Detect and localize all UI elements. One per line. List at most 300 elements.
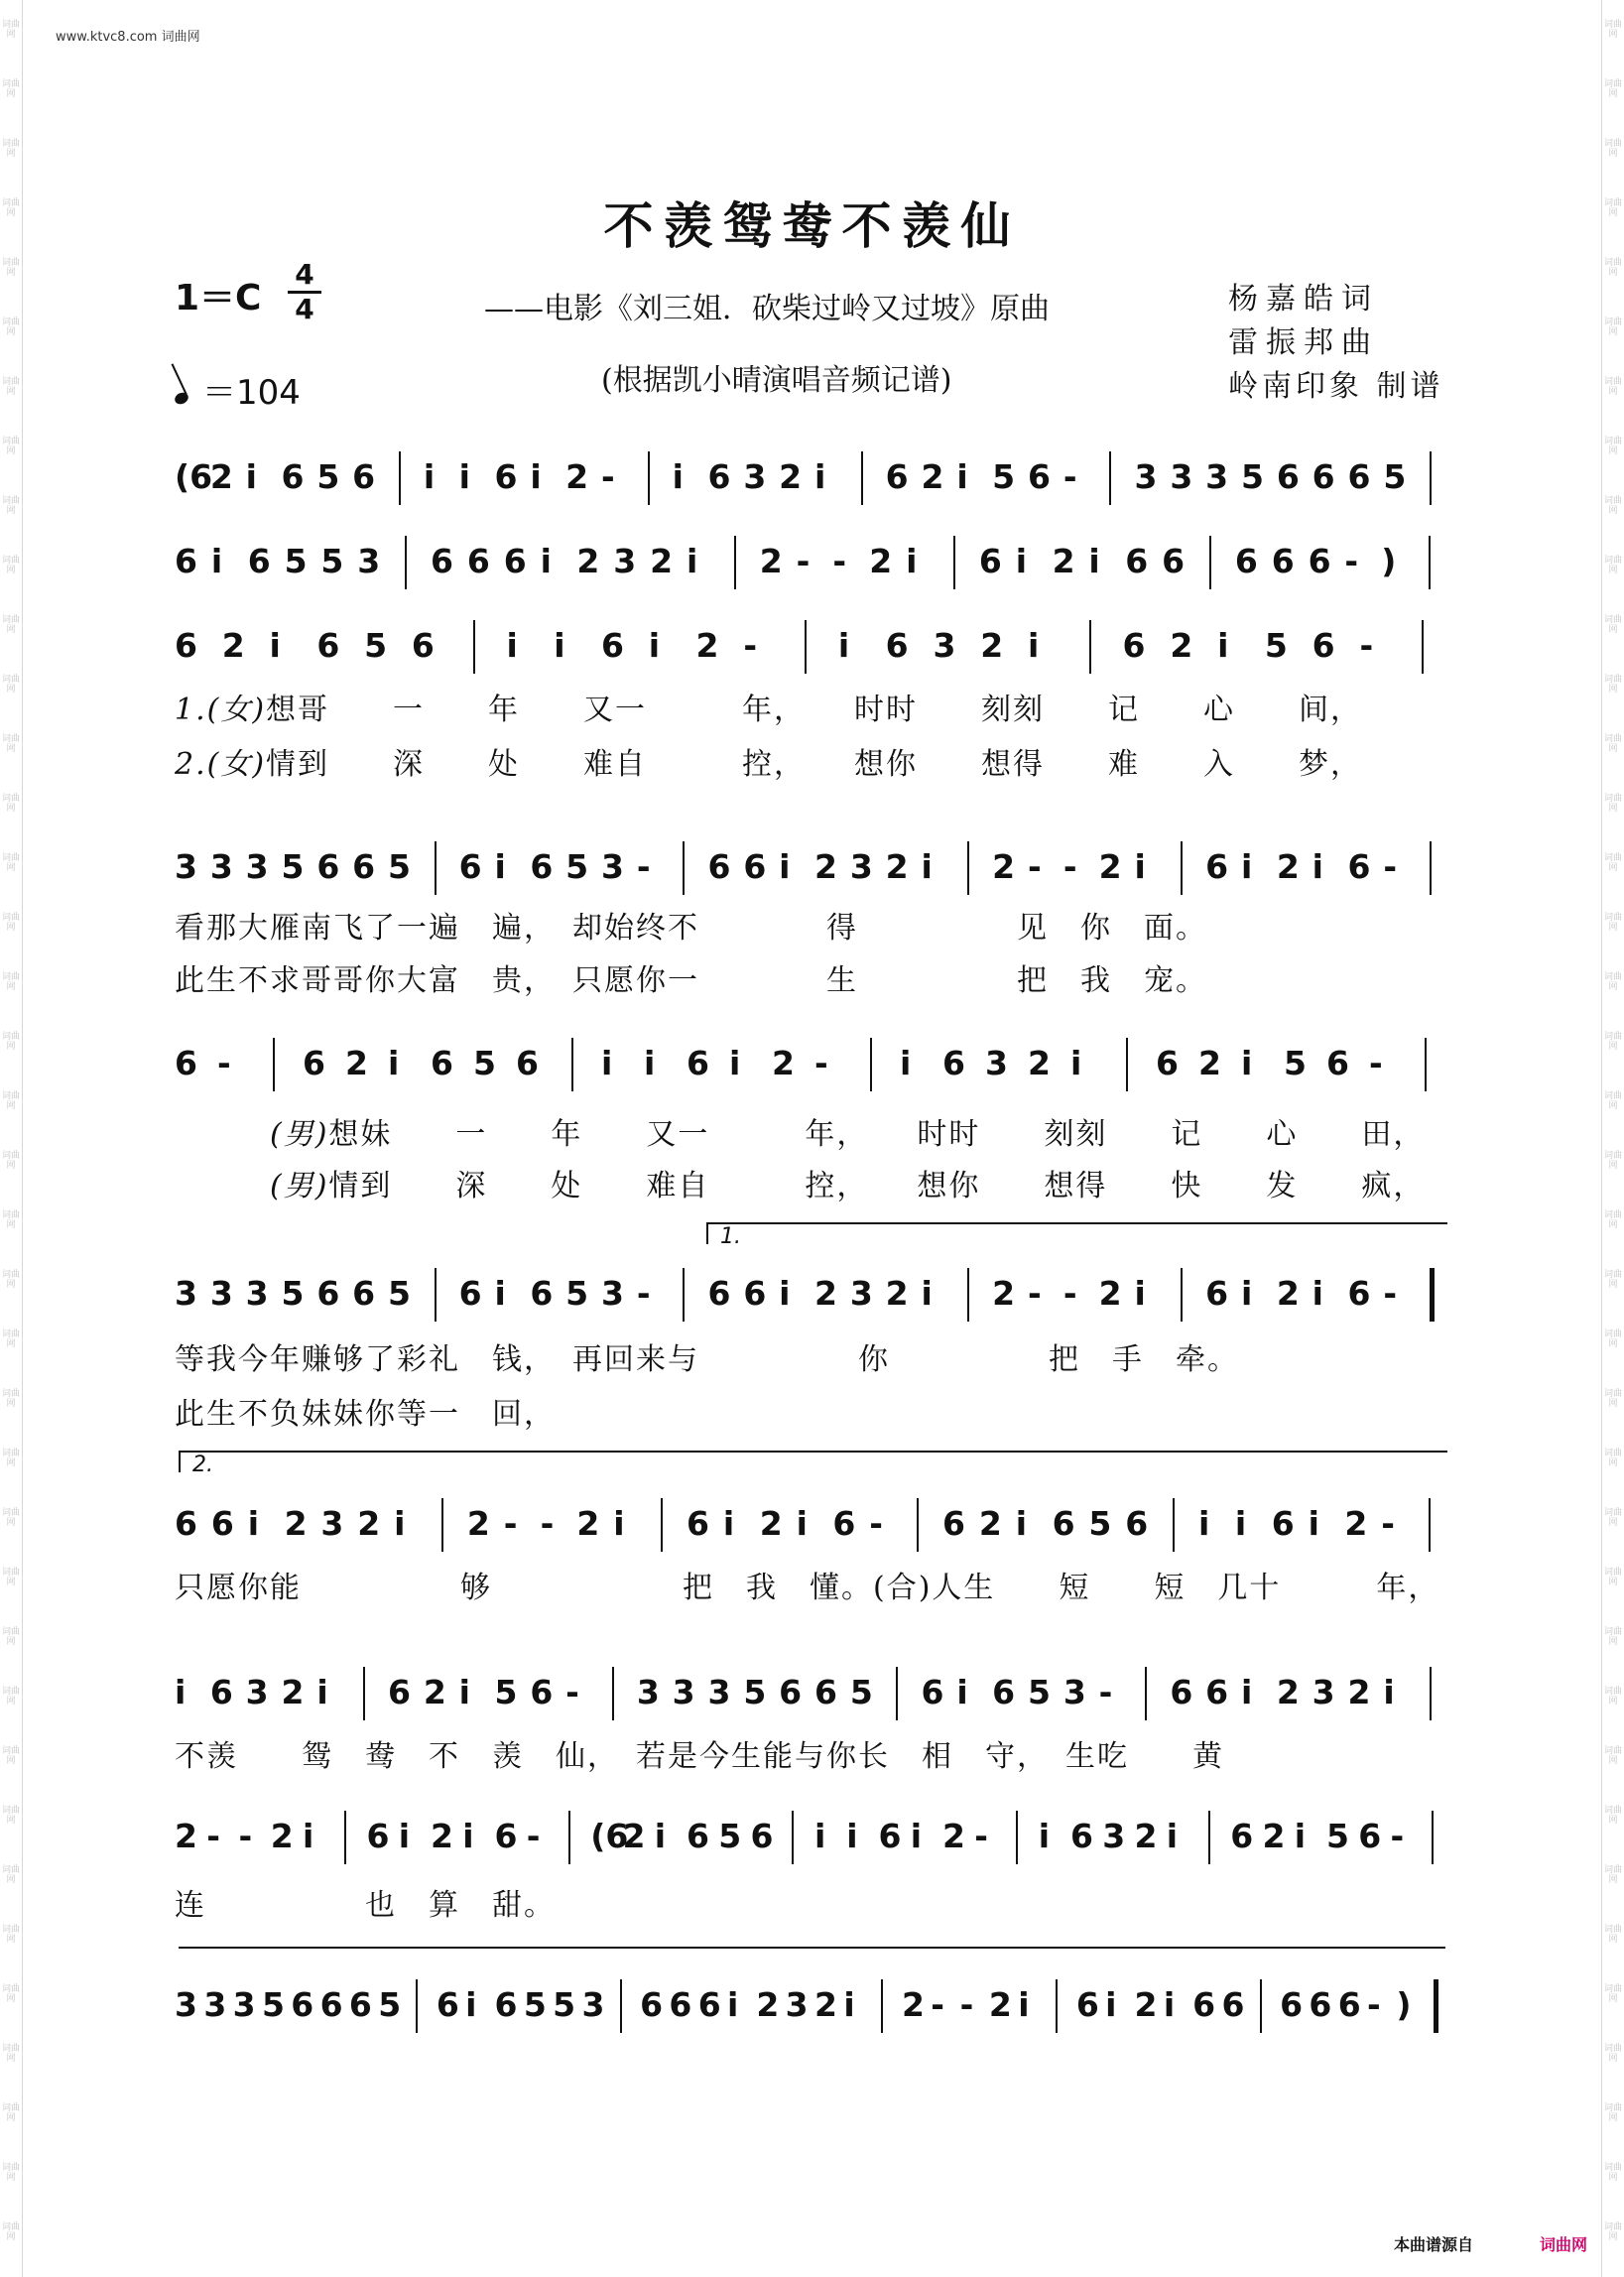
transcriber: 岭南印象 制谱 (1228, 369, 1444, 404)
note: 6 (1075, 1985, 1099, 2024)
sidebar-watermark: 词曲网 (1603, 794, 1622, 814)
note: 6 (707, 457, 731, 496)
key-signature: 1＝C (175, 278, 262, 318)
sidebar-watermark: 词曲网 (1, 1449, 20, 1468)
note: 6 (352, 457, 376, 496)
note: 6 (1125, 1504, 1149, 1543)
note: 2 (284, 1504, 308, 1543)
note: i (1134, 1274, 1146, 1313)
source-note: (根据凯小晴演唱音频记谱) (601, 363, 952, 398)
note: 2 (1170, 626, 1193, 665)
note: 5 (281, 847, 305, 886)
barline (1145, 1667, 1147, 1720)
note: - (1098, 1673, 1113, 1711)
barline (1429, 1498, 1431, 1552)
note: - (601, 457, 615, 496)
note: 2 (992, 847, 1016, 886)
note: 6 (530, 1673, 554, 1711)
note: 6 (942, 1044, 965, 1082)
note: 2 (576, 542, 600, 580)
note: 2 (345, 1044, 368, 1082)
note: 6 (707, 1274, 731, 1313)
note: 2 (1276, 1673, 1300, 1711)
barline (1016, 1811, 1018, 1864)
note: 3 (357, 542, 381, 580)
time-signature (288, 260, 321, 324)
sidebar-watermark: 词曲网 (1, 437, 20, 456)
note: 2 (901, 1985, 925, 2024)
barline (435, 841, 437, 895)
sidebar-watermark: 词曲网 (1, 1151, 20, 1171)
note: - (814, 1044, 828, 1082)
note: 6 (978, 542, 1002, 580)
note: 2 (980, 626, 1004, 665)
note: i (1308, 1504, 1319, 1543)
note: 5 (1264, 626, 1288, 665)
note: 3 (245, 847, 269, 886)
note: - (743, 626, 758, 665)
sidebar-watermark: 词曲网 (1603, 496, 1622, 516)
note: i (494, 847, 506, 886)
note: 5 (992, 457, 1016, 496)
note: 3 (985, 1044, 1008, 1082)
sidebar-watermark: 词曲网 (1, 1032, 20, 1052)
note: - (1028, 847, 1042, 886)
lyric-text: 想哥 一 年 又一 年， 时时 刻刻 记 心 间， (266, 693, 1363, 727)
sidebar-watermark: 词曲网 (1603, 2044, 1622, 2064)
note: 5 (284, 542, 308, 580)
note: 6 (779, 1673, 803, 1711)
barline (1430, 841, 1432, 895)
note: 6 (1276, 457, 1300, 496)
sidebar-watermark: 词曲网 (1603, 2222, 1622, 2242)
note: - (974, 1817, 988, 1855)
note: 3 (707, 1673, 731, 1711)
barline (1181, 1268, 1183, 1322)
note: 6 (175, 542, 197, 580)
score-row (175, 536, 1454, 595)
note: i (458, 1673, 470, 1711)
note: - (238, 1817, 253, 1855)
note: 6 (1280, 1985, 1304, 2024)
sidebar-watermark: 词曲网 (1603, 139, 1622, 159)
sidebar-watermark: 词曲网 (1603, 2103, 1622, 2123)
note: 6 (1162, 542, 1186, 580)
note: 6 (1358, 1817, 1382, 1855)
lyric-prefix: (男) (175, 1169, 329, 1203)
sidebar-watermark: 词曲网 (1, 2222, 20, 2242)
note: 6 (503, 542, 527, 580)
lyric-text: 等我今年赚够了彩礼 钱， 再回来与 你 把 手 牵。 (175, 1342, 1239, 1377)
note: i (796, 1504, 808, 1543)
note: 6 (1312, 626, 1335, 665)
sidebar-watermark: 词曲网 (1603, 317, 1622, 337)
note: 5 (1326, 1817, 1349, 1855)
sidebar-watermark: 词曲网 (1603, 1984, 1622, 2004)
sidebar-watermark: 词曲网 (1603, 675, 1622, 695)
note: 3 (203, 1985, 227, 2024)
sidebar-watermark: 词曲网 (1, 198, 20, 218)
sidebar-watermark: 词曲网 (1603, 972, 1622, 992)
note: - (931, 1985, 944, 2024)
note: - (1359, 626, 1374, 665)
note: 6 (175, 1044, 197, 1082)
note: i (1383, 1673, 1395, 1711)
sidebar-watermark: 词曲网 (1, 1865, 20, 1885)
note: 6 (388, 1673, 411, 1711)
note: 3 (849, 1274, 873, 1313)
note: 2 (1262, 1817, 1286, 1855)
sidebar-watermark: 词曲网 (1, 1806, 20, 1826)
note: 6 (1234, 542, 1258, 580)
note: 6 (878, 1817, 902, 1855)
note: 3 (245, 1274, 269, 1313)
note: 6 (1337, 1985, 1361, 2024)
note: 2 (1134, 1817, 1158, 1855)
note: i (462, 1817, 474, 1855)
sidebar-watermark: 词曲网 (1, 675, 20, 695)
note: 2 (921, 457, 944, 496)
note: 6 (458, 847, 482, 886)
note: 6 (209, 1673, 233, 1711)
note: 2 (759, 1504, 783, 1543)
note: - (832, 542, 847, 580)
note: 5 (1383, 457, 1407, 496)
note: i (1028, 626, 1040, 665)
note: 6 (687, 1817, 709, 1855)
sidebar-watermark: 词曲网 (1603, 913, 1622, 933)
note: - (1344, 542, 1359, 580)
sidebar-watermark: 词曲网 (1, 2103, 20, 2123)
lyric-line (175, 739, 1362, 783)
note: i (779, 847, 791, 886)
note: 3 (933, 626, 956, 665)
note: 6 (942, 1504, 965, 1543)
note: i (175, 1673, 187, 1711)
note: i (837, 626, 850, 665)
lyric-line (175, 1334, 1239, 1378)
barline (441, 1498, 443, 1552)
score-row (175, 1811, 1454, 1870)
lyric-prefix: 1.(女) (175, 693, 267, 727)
note: 2 (175, 1817, 197, 1855)
sidebar-watermark: 词曲网 (1, 1329, 20, 1349)
note: 6 (1309, 1985, 1332, 2024)
note: (6 (175, 457, 213, 496)
lyric-line (175, 1161, 1425, 1204)
note: - (796, 542, 811, 580)
note: 2 (1098, 1274, 1122, 1313)
lyric-line (175, 903, 1207, 947)
note: i (921, 847, 933, 886)
sidebar-watermark: 词曲网 (1, 1984, 20, 2004)
barline (648, 451, 650, 505)
sidebar-watermark: 词曲网 (1603, 20, 1622, 40)
note: 3 (1170, 457, 1193, 496)
barline (405, 536, 407, 589)
note: - (869, 1504, 883, 1543)
sidebar-watermark: 词曲网 (1, 20, 20, 40)
note: 6 (281, 457, 305, 496)
note: i (956, 457, 968, 496)
note: i (1163, 1985, 1176, 2024)
note: - (1383, 1274, 1398, 1313)
note: - (1062, 1274, 1077, 1313)
note: 3 (209, 847, 233, 886)
sidebar-watermark: 词曲网 (1, 1627, 20, 1647)
note: 6 (494, 1817, 518, 1855)
note: 6 (707, 847, 731, 886)
sidebar-watermark: 词曲网 (1, 1746, 20, 1766)
left-margin-strip (0, 0, 23, 2277)
note: i (1312, 847, 1323, 886)
note: 6 (175, 1504, 197, 1543)
sidebar-watermark: 词曲网 (1603, 1032, 1622, 1052)
sidebar-watermark: 词曲网 (1, 853, 20, 873)
note: 2 (209, 457, 233, 496)
note: i (554, 626, 565, 665)
footer-site[interactable]: 词曲网 (1540, 2235, 1588, 2254)
note: 2 (1276, 847, 1300, 886)
sidebar-watermark: 词曲网 (1603, 1746, 1622, 1766)
note: 6 (885, 626, 909, 665)
note: i (648, 626, 661, 665)
sidebar-watermark: 词曲网 (1603, 1270, 1622, 1290)
sidebar-watermark: 词曲网 (1, 139, 20, 159)
note: 6 (1326, 1044, 1349, 1082)
note: 2 (622, 1817, 646, 1855)
sidebar-watermark: 词曲网 (1603, 198, 1622, 218)
lyric-text: 想妹 一 年 又一 年， 时时 刻刻 记 心 田， (328, 1117, 1426, 1152)
note: - (636, 1274, 651, 1313)
note: 2 (772, 1044, 795, 1082)
lyric-text: 此生不求哥哥你大富 贵， 只愿你一 生 把 我 宠。 (175, 963, 1207, 998)
note: - (959, 1985, 974, 2024)
note: 2 (978, 1504, 1002, 1543)
note: 3 (245, 1673, 269, 1711)
note: 3 (743, 457, 767, 496)
note: 2 (1347, 1673, 1371, 1711)
note: 5 (281, 1274, 305, 1313)
site-url[interactable]: www.ktvc8.com 词曲网 (56, 30, 200, 45)
note: 3 (1205, 457, 1229, 496)
barline (870, 1038, 872, 1091)
sidebar-watermark: 词曲网 (1603, 79, 1622, 99)
note: 2 (357, 1504, 381, 1543)
sidebar-watermark: 词曲网 (1, 2044, 20, 2064)
sidebar-watermark: 词曲网 (1603, 734, 1622, 754)
barline (1432, 1811, 1434, 1864)
sidebar-watermark: 词曲网 (1603, 1568, 1622, 1587)
barline (1430, 1268, 1435, 1322)
sidebar-watermark: 词曲网 (1, 79, 20, 99)
note: 6 (319, 1985, 343, 2024)
barline (473, 620, 475, 674)
note: ) (1396, 1985, 1412, 2024)
note: i (644, 1044, 656, 1082)
sidebar-watermark: 词曲网 (1, 377, 20, 397)
note: - (526, 1817, 541, 1855)
lyric-prefix: (男) (175, 1117, 329, 1152)
note: 5 (316, 457, 340, 496)
lyric-line (175, 955, 1207, 999)
sidebar-watermark: 词曲网 (1603, 1329, 1622, 1349)
time-bottom: 4 (295, 293, 314, 325)
note: i (956, 1673, 968, 1711)
barline (734, 536, 736, 589)
note: 6 (1347, 457, 1371, 496)
barline (571, 1038, 573, 1091)
note: i (727, 1985, 739, 2024)
barline (967, 1268, 969, 1322)
note: i (1105, 1985, 1117, 2024)
note: 5 (849, 1673, 873, 1711)
barline (620, 1979, 622, 2033)
note: 6 (1230, 1817, 1254, 1855)
barline (1430, 451, 1432, 505)
note: 6 (352, 847, 376, 886)
lyric-line (175, 1731, 1224, 1775)
sidebar-watermark: 词曲网 (1, 556, 20, 575)
note: 5 (1088, 1504, 1112, 1543)
note: 6 (348, 1985, 372, 2024)
note: - (1369, 1044, 1383, 1082)
barline (1126, 1038, 1128, 1091)
sidebar-watermark: 词曲网 (1603, 1627, 1622, 1647)
note: 6 (1192, 1985, 1216, 2024)
note: - (217, 1044, 231, 1082)
note: 6 (669, 1985, 692, 2024)
barline (1434, 1979, 1438, 2033)
note: - (1381, 1504, 1395, 1543)
note: i (910, 1817, 923, 1855)
note: i (316, 1673, 328, 1711)
note: 6 (316, 626, 340, 665)
sidebar-watermark: 词曲网 (1, 1508, 20, 1528)
note: 6 (291, 1985, 314, 2024)
note: 6 (640, 1985, 664, 2024)
note: i (843, 1985, 855, 2024)
note: 6 (1070, 1817, 1093, 1855)
note: 6 (366, 1817, 390, 1855)
note: i (494, 1274, 506, 1313)
score-row (175, 1268, 1454, 1328)
sidebar-watermark: 词曲网 (1603, 615, 1622, 635)
note: 5 (388, 847, 411, 886)
note: i (1241, 847, 1253, 886)
note: i (394, 1504, 406, 1543)
footer-source: 本曲谱源自 (1394, 2235, 1474, 2254)
note: 3 (636, 1673, 660, 1711)
barline (1109, 451, 1111, 505)
note: 6 (1221, 1985, 1245, 2024)
note: 6 (494, 457, 518, 496)
note: 3 (581, 1985, 605, 2024)
note: 5 (261, 1985, 285, 2024)
barline (683, 841, 685, 895)
note: - (1062, 457, 1077, 496)
note: i (458, 457, 470, 496)
note: 2 (1098, 847, 1122, 886)
note: 2 (1198, 1044, 1221, 1082)
note: 6 (1205, 847, 1229, 886)
barline (661, 1498, 663, 1552)
sidebar-watermark: 词曲网 (1, 2163, 20, 2183)
barline (917, 1498, 919, 1552)
note: 2 (869, 542, 893, 580)
lyric-line (175, 1563, 1439, 1606)
note: - (565, 1673, 579, 1711)
note: i (1088, 542, 1100, 580)
sidebar-watermark: 词曲网 (1, 1270, 20, 1290)
lyric-line (175, 1880, 556, 1924)
note: 6 (431, 1044, 453, 1082)
note: 3 (1134, 457, 1158, 496)
score-row (175, 841, 1454, 901)
note: i (210, 542, 223, 580)
note: 5 (523, 1985, 547, 2024)
note: 2 (814, 1274, 837, 1313)
sidebar-watermark: 词曲网 (1603, 1449, 1622, 1468)
note: 3 (601, 1274, 624, 1313)
note: 6 (814, 1673, 837, 1711)
note: 5 (553, 1985, 576, 2024)
note: 6 (1170, 1673, 1193, 1711)
note: 6 (247, 542, 271, 580)
note: 6 (175, 626, 197, 665)
note: i (398, 1817, 411, 1855)
barline (805, 620, 807, 674)
sidebar-watermark: 词曲网 (1603, 1151, 1622, 1171)
note: i (613, 1504, 625, 1543)
note: i (687, 542, 698, 580)
note: i (729, 1044, 741, 1082)
note: 5 (388, 1274, 411, 1313)
barline (881, 1979, 883, 2033)
note: 2 (565, 457, 589, 496)
note: - (1367, 1985, 1381, 2024)
tempo-mark (175, 365, 301, 414)
note: 2 (759, 542, 783, 580)
barline (1173, 1498, 1175, 1552)
score-row (175, 1498, 1454, 1558)
sidebar-watermark: 词曲网 (1, 615, 20, 635)
sidebar-watermark: 词曲网 (1603, 1210, 1622, 1230)
score-row (175, 1038, 1454, 1097)
barline (1181, 841, 1183, 895)
sidebar-watermark: 词曲网 (1603, 258, 1622, 278)
score-row (175, 1979, 1454, 2039)
note: 3 (601, 847, 624, 886)
lyricist: 杨嘉皓词 (1228, 282, 1379, 316)
note: 6 (316, 1274, 340, 1313)
note: 6 (530, 1274, 554, 1313)
barline (1260, 1979, 1262, 2033)
note: 3 (175, 1274, 197, 1313)
note: - (540, 1504, 555, 1543)
note: i (814, 457, 826, 496)
note: i (921, 1274, 933, 1313)
sidebar-watermark: 词曲网 (1603, 1508, 1622, 1528)
note: 6 (516, 1044, 539, 1082)
note: 6 (743, 1274, 767, 1313)
composer: 雷振邦曲 (1228, 325, 1379, 360)
right-margin-strip (1601, 0, 1624, 2277)
sidebar-watermark: 词曲网 (1603, 1687, 1622, 1707)
song-title: 不羡鸳鸯不羡仙 (603, 196, 1021, 255)
note: 2 (814, 1985, 837, 2024)
note: i (1217, 626, 1229, 665)
